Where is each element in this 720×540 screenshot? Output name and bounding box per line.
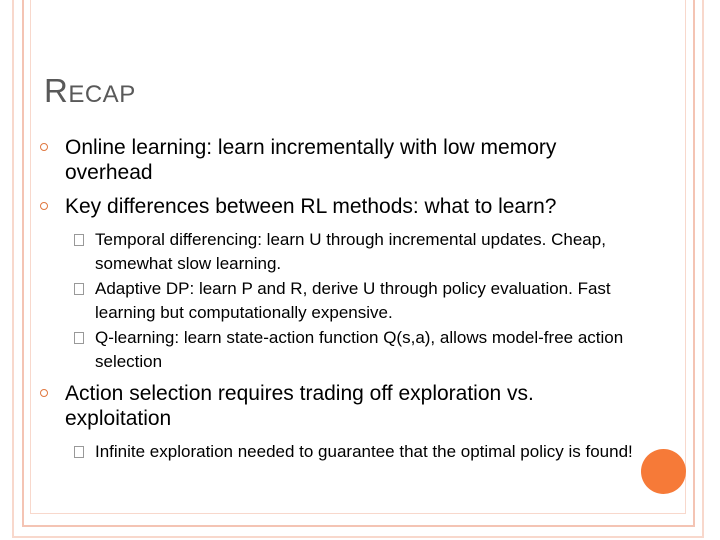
circle-bullet-icon [40,389,48,397]
subbullet-infinite-exploration [40,440,640,464]
slide-title [44,72,136,110]
subbullet-text: Temporal differencing: learn U through incremental updates. Cheap, somewhat slow learning. [95,230,606,273]
bullet-key-differences [40,194,640,219]
square-bullet-icon [74,446,84,458]
subbullet-text: Infinite exploration needed to guarantee that the optimal policy is found! [95,442,633,461]
slide-content [40,135,640,465]
subbullet-temporal-differencing [40,228,640,276]
square-bullet-icon [74,234,84,246]
bullet-action-selection [40,381,640,431]
title-rest: ECAP [68,81,136,108]
subbullet-adaptive-dp [40,277,640,325]
bullet-text: Online learning: learn incrementally with low memory overhead [65,136,557,184]
bullet-text: Action selection requires trading off exploration vs. exploitation [65,382,534,430]
bullet-text: Key differences between RL methods: what to learn? [65,195,557,218]
orange-circle-icon [641,449,686,494]
circle-bullet-icon [40,143,48,151]
subbullet-text: Q-learning: learn state-action function Q(s,a), allows model-free action selection [95,328,624,371]
subbullet-text: Adaptive DP: learn P and R, derive U through policy evaluation. Fast learning but computationally expensive. [95,279,611,322]
bullet-online-learning [40,135,640,185]
circle-bullet-icon [40,202,48,210]
square-bullet-icon [74,283,84,295]
square-bullet-icon [74,332,84,344]
subbullet-q-learning [40,326,640,374]
title-first-letter: R [44,72,69,109]
